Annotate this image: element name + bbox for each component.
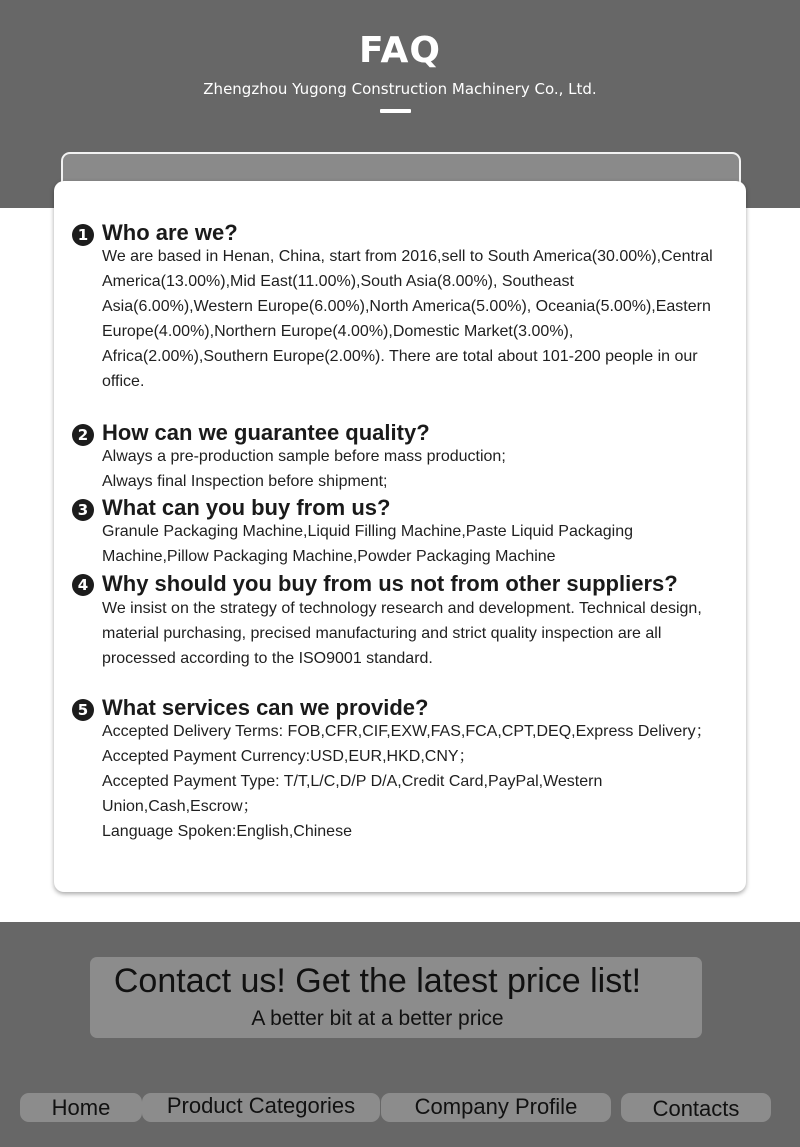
nav-product-categories-button[interactable]: Product Categories: [142, 1093, 380, 1122]
contact-banner[interactable]: [90, 957, 702, 1038]
company-name: Zhengzhou Yugong Construction Machinery Co., Ltd.: [203, 80, 597, 98]
faq-item-services: [72, 697, 732, 844]
number-badge-icon: 2: [72, 424, 94, 446]
faq-answer-line: Language Spoken:English,Chinese: [102, 823, 352, 840]
faq-answer-line: We are based in Henan, China, start from 2016,sell to South America(30.00%),Central America(13.00%),Mid East(11.00%),South Asia(8.00%), Southeast Asia(6.00%),Western Europe(6.00%),North America(5.00%), Oceania(5.00%),Eastern Europe(4.00%),Northern Europe(4.00%),Domestic Market(3.00%), Africa(2.00%),Southern Europe(2.00%). There are total about 101-200 people in our office.: [102, 248, 713, 390]
faq-answer: [102, 519, 714, 569]
number-badge-icon: 1: [72, 224, 94, 246]
faq-question: How can we guarantee quality?: [102, 420, 430, 445]
faq-answer-line: Always a pre-production sample before mass production;: [102, 448, 506, 465]
contact-headline: Contact us! Get the latest price list!: [113, 962, 642, 1000]
faq-answer-line: We insist on the strategy of technology research and development. Technical design, material purchasing, precised manufacturing and strict quality inspection are all processed according to the ISO9001 standard.: [102, 600, 702, 667]
faq-item-why-us: [72, 572, 732, 671]
title-underline: [380, 109, 411, 113]
faq-answer: [102, 596, 714, 671]
faq-item-products: [72, 497, 732, 569]
faq-item-quality: [72, 422, 732, 494]
nav-contacts-button[interactable]: Contacts: [621, 1093, 771, 1122]
faq-answer-line: Granule Packaging Machine,Liquid Filling Machine,Paste Liquid Packaging Machine,Pillow Packaging Machine,Powder Packaging Machine: [102, 523, 633, 565]
faq-answer: [102, 444, 732, 494]
contact-tagline: A better bit at a better price: [251, 1007, 504, 1030]
faq-item-who-are-we: [72, 222, 732, 394]
nav-company-profile-button[interactable]: Company Profile: [381, 1093, 611, 1122]
faq-question: What services can we provide?: [102, 695, 429, 720]
faq-answer: [102, 244, 714, 394]
faq-question: What can you buy from us?: [102, 495, 391, 520]
page-title: FAQ: [359, 30, 441, 71]
faq-answer-line: Always final Inspection before shipment;: [102, 473, 388, 490]
number-badge-icon: 4: [72, 574, 94, 596]
number-badge-icon: 3: [72, 499, 94, 521]
number-badge-icon: 5: [72, 699, 94, 721]
faq-question: Who are we?: [102, 220, 238, 245]
nav-home-button[interactable]: Home: [20, 1093, 142, 1122]
faq-answer-line: Accepted Payment Currency:USD,EUR,HKD,CNY；: [102, 748, 475, 765]
faq-question: Why should you buy from us not from other suppliers?: [102, 571, 678, 596]
faq-answer-line: Accepted Payment Type: T/T,L/C,D/P D/A,Credit Card,PayPal,Western Union,Cash,Escrow；: [102, 773, 603, 815]
faq-answer: [102, 719, 714, 844]
faq-answer-line: Accepted Delivery Terms: FOB,CFR,CIF,EXW,FAS,FCA,CPT,DEQ,Express Delivery；: [102, 723, 712, 740]
